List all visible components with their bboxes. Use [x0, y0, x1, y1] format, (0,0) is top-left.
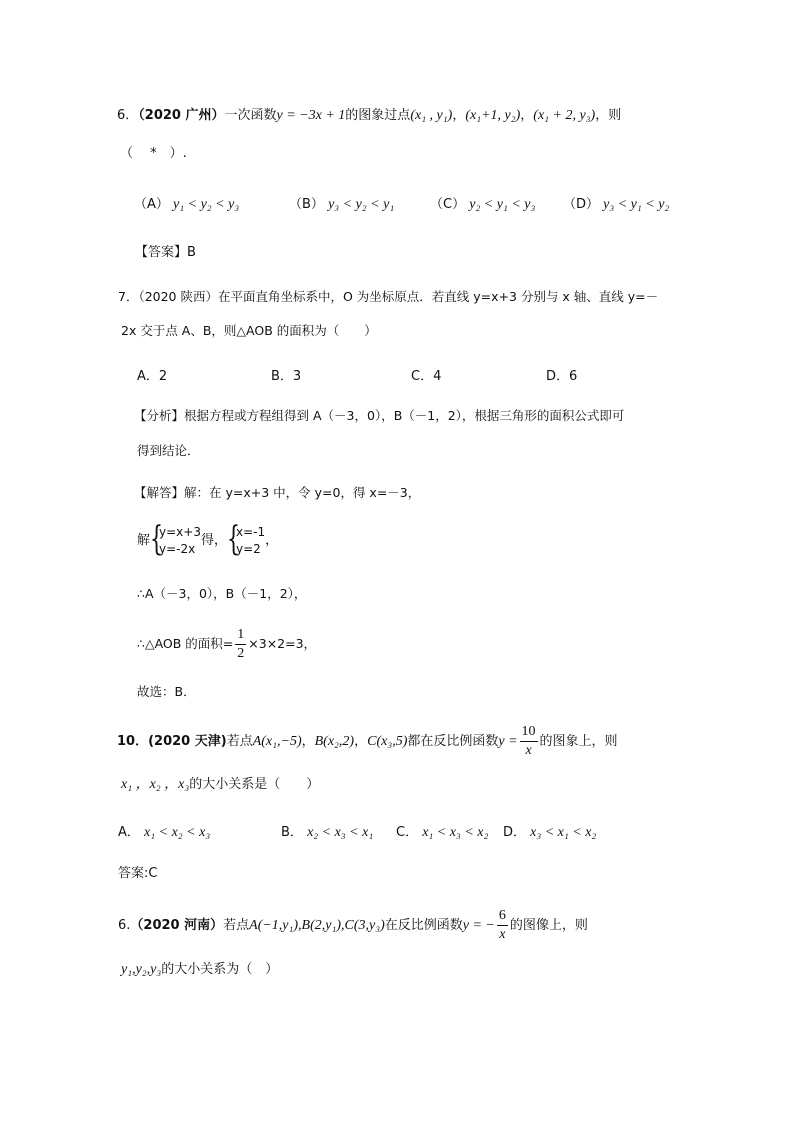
q6b-text3: 的图像上，则: [509, 918, 588, 933]
q10-text3: 的图象上，则: [539, 734, 618, 749]
option-expr: y₂ < y₁ < y₃: [469, 197, 536, 212]
solve-prefix: 解: [137, 533, 151, 548]
q7-option-d: D．6: [546, 369, 578, 384]
q6a-option-b: [289, 193, 394, 213]
q10-option-c: [396, 821, 488, 841]
fraction-numerator: 6: [497, 907, 508, 926]
q10-option-b: [281, 821, 373, 841]
q6b-source: （2020 河南）: [130, 918, 224, 933]
q10-sep2: ，: [354, 734, 368, 749]
option-label: B．: [281, 825, 303, 840]
option-expr: x₁ < x₂ < x₃: [144, 825, 211, 840]
fraction-numerator: 1: [235, 626, 246, 645]
q10-text1: 若点: [226, 734, 253, 749]
q6a-option-d: [563, 193, 669, 213]
system1-eq1: y=x+3: [159, 524, 201, 539]
answer-value: B: [187, 245, 196, 260]
option-label: （D）: [563, 197, 600, 212]
q7-line1: [118, 287, 658, 307]
q10-fraction: [520, 723, 538, 760]
q6b-question: 的大小关系为（ ）: [161, 962, 279, 977]
q7-option-b: B．3: [271, 369, 302, 384]
q6b-text1: 若点: [223, 918, 250, 933]
brace-icon: {: [150, 518, 163, 559]
q7-solution-line3: ∴A（－3，0），B（－1，2），: [137, 586, 307, 601]
q6a-text3: ，则: [595, 108, 622, 123]
q6b-fraction: [497, 907, 508, 944]
option-expr: y₁ < y₂ < y₃: [173, 197, 240, 212]
brace-icon: {: [226, 518, 240, 559]
q10-line2: [121, 775, 319, 795]
q10-sep1: ，: [301, 734, 315, 749]
q6b-points: A(−1,y₁),B(2,y₁),C(3,y₃): [249, 918, 385, 933]
q7-option-c: C．4: [411, 369, 442, 384]
answer-bracket: 【答案】: [135, 245, 188, 260]
system2-eq2: y=2: [235, 541, 261, 556]
option-expr: y₃ < y₁ < y₂: [603, 197, 670, 212]
q10-func-prefix: y =: [498, 734, 518, 749]
q7-analysis-line1: [134, 406, 624, 426]
solve-mid: 得，: [200, 533, 227, 548]
q6b-vars: y₁,y₂,y₃: [121, 962, 162, 977]
system1-eq2: y=-2x: [159, 541, 196, 556]
q10-question: 的大小关系是（ ）: [189, 777, 320, 792]
q10-point-b: B(x₂,2): [314, 734, 355, 749]
q6b-number: 6.: [118, 918, 131, 933]
system2-eq1: x=-1: [235, 524, 266, 539]
q10-answer: 答案:C: [118, 866, 158, 881]
q6a-line1: [117, 106, 621, 126]
option-expr: y₃ < y₂ < y₁: [328, 197, 395, 212]
option-label: （A）: [134, 197, 169, 212]
q6b-func-prefix: y = −: [462, 918, 495, 933]
q6a-point1: (x₁ , y₁): [410, 108, 453, 123]
area-suffix: ×3×2=3，: [248, 636, 317, 651]
fraction-denominator: 2: [237, 646, 245, 661]
q7-solution-system: [137, 518, 279, 562]
q7-option-a: A．2: [137, 369, 168, 384]
q6a-paren: （ * ）.: [120, 146, 187, 161]
q6a-number: 6．: [117, 108, 139, 123]
q7-stem: （2020 陕西）在平面直角坐标系中，O 为坐标原点．若直线 y=x+3 分别与 x 轴、直线 y=－: [138, 289, 659, 304]
analysis-text: 根据方程或方程组得到 A（－3，0），B（－1，2），根据三角形的面积公式即可: [184, 408, 625, 423]
q6a-text2: 的图象过点: [345, 108, 411, 123]
q6a-source: （2020 广州）: [138, 108, 225, 123]
area-prefix: ∴△AOB 的面积=: [137, 636, 234, 651]
q6a-point2: (x₁+1, y₂): [465, 108, 521, 123]
q7-line2: 2x 交于点 A、B，则△AOB 的面积为（ ）: [121, 323, 377, 338]
option-label: （C）: [430, 197, 466, 212]
q6a-option-a: [134, 193, 239, 213]
equation-system-2: [226, 518, 266, 559]
q7-analysis-line2: 得到结论．: [137, 443, 200, 458]
fraction-denominator: x: [525, 743, 532, 758]
q10-line1: [117, 722, 618, 764]
option-expr: x₃ < x₁ < x₂: [530, 825, 597, 840]
q6a-func: y = −3x + 1: [276, 108, 346, 123]
q10-vars: x₁ ，x₂ ，x₃: [121, 777, 190, 792]
q6b-line1: [118, 906, 588, 948]
option-expr: x₂ < x₃ < x₁: [307, 825, 374, 840]
solution-bracket: 【解答】: [134, 485, 185, 500]
q6b-text2: 在反比例函数: [384, 918, 463, 933]
q10-option-a: [118, 821, 210, 841]
analysis-bracket: 【分析】: [134, 408, 185, 423]
q6b-line2: [121, 960, 278, 980]
q10-text2: 都在反比例函数: [407, 734, 499, 749]
option-expr: x₁ < x₃ < x₂: [422, 825, 489, 840]
q7-number: 7．: [118, 289, 139, 304]
q10-point-a: A(x₁,−5): [252, 734, 302, 749]
fraction-one-half: [235, 626, 246, 663]
fraction-numerator: 10: [520, 723, 538, 742]
q6a-text1: 一次函数: [224, 108, 277, 123]
q6a-point3: (x₁ + 2, y₃): [533, 108, 596, 123]
q7-solution-choice: 故选：B．: [137, 684, 196, 699]
q6a-answer: [135, 243, 196, 263]
option-label: A．: [118, 825, 140, 840]
fraction-denominator: x: [499, 927, 506, 942]
q7-solution-area: [137, 624, 316, 666]
q10-point-c: C(x₃,5): [367, 734, 408, 749]
q6a-sep1: ，: [452, 108, 466, 123]
q7-solution-line1: [134, 483, 420, 503]
q6a-option-c: [430, 193, 535, 213]
q10-option-d: [503, 821, 596, 841]
q10-source: (2020 天津): [148, 734, 227, 749]
q10-number: 10．: [117, 734, 149, 749]
option-label: D．: [503, 825, 527, 840]
solution-text: 解：在 y=x+3 中，令 y=0，得 x=－3，: [184, 485, 421, 500]
option-label: C．: [396, 825, 419, 840]
equation-system-1: [150, 518, 201, 559]
solve-end: ，: [265, 533, 279, 548]
option-label: （B）: [289, 197, 324, 212]
q6a-sep2: ，: [520, 108, 534, 123]
